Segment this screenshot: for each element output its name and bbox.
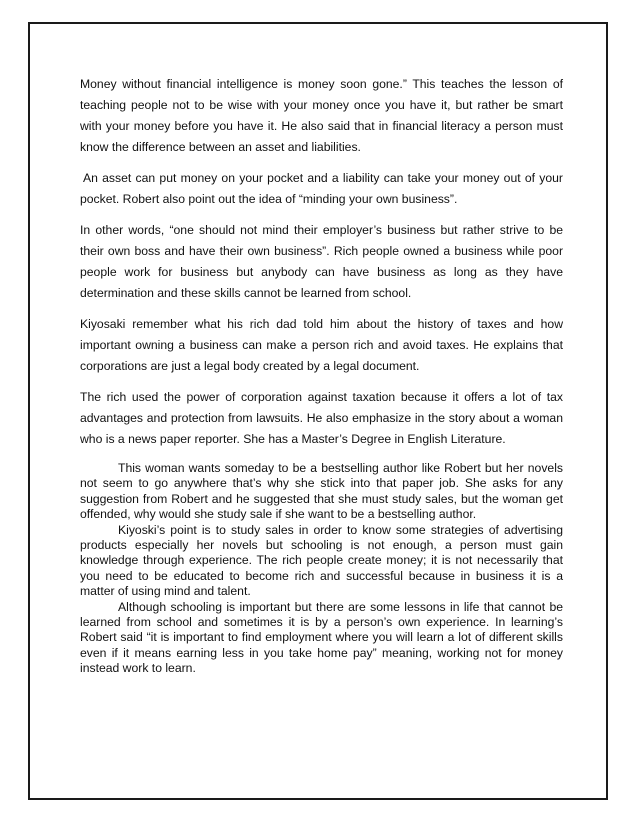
paragraph-1: Money without financial intelligence is money soon gone.” This teaches the lesson of teaching people not to be wise with your money once you have it, but rather be smart with your money before you have it. He also said that in financial literacy a person must know the difference between an asset and liabilities. — [80, 77, 563, 154]
paragraph-6: This woman wants someday to be a bestselling author like Robert but her novels not seem to go anywhere that’s why she stick into that paper job. She asks for any suggestion from Robert and he suggested that she must study sales, but the woman get offended, why would she study sale if she want to be a bestselling author. — [80, 461, 563, 522]
paragraph-8: Although schooling is important but there are some lessons in life that cannot be learned from school and sometimes it is by a person’s own experience. In learning’s Robert said “it is important to find employment where you will learn a lot of different skills even if it means earning less in you take home pay” meaning, working not for money instead work to learn. — [80, 599, 563, 676]
paragraph-7: Kiyoski’s point is to study sales in order to know some strategies of advertising products especially her novels but schooling is not enough, a person must gain knowledge through experience. The rich people create money; it is not necessarily that you need to be educated to become rich and successful because in business it is a matter of using mind and talent. — [80, 522, 563, 599]
paragraph-2: An asset can put money on your pocket and a liability can take your money out of your pocket. Robert also point out the idea of “minding your own business”. — [80, 171, 563, 206]
document-body — [80, 74, 563, 677]
paragraph-3: In other words, “one should not mind their employer’s business but rather strive to be their own boss and have their own business”. Rich people owned a business while poor people work for business but anybody can have business as long as they have determination and these skills cannot be learned from school. — [80, 223, 563, 300]
paragraph-4: Kiyosaki remember what his rich dad told him about the history of taxes and how important owning a business can make a person rich and avoid taxes. He explains that corporations are just a legal body created by a legal document. — [80, 317, 563, 373]
paragraph-5: The rich used the power of corporation against taxation because it offers a lot of tax advantages and protection from lawsuits. He also emphasize in the story about a woman who is a news paper reporter. She has a Master’s Degree in English Literature. — [80, 390, 563, 446]
